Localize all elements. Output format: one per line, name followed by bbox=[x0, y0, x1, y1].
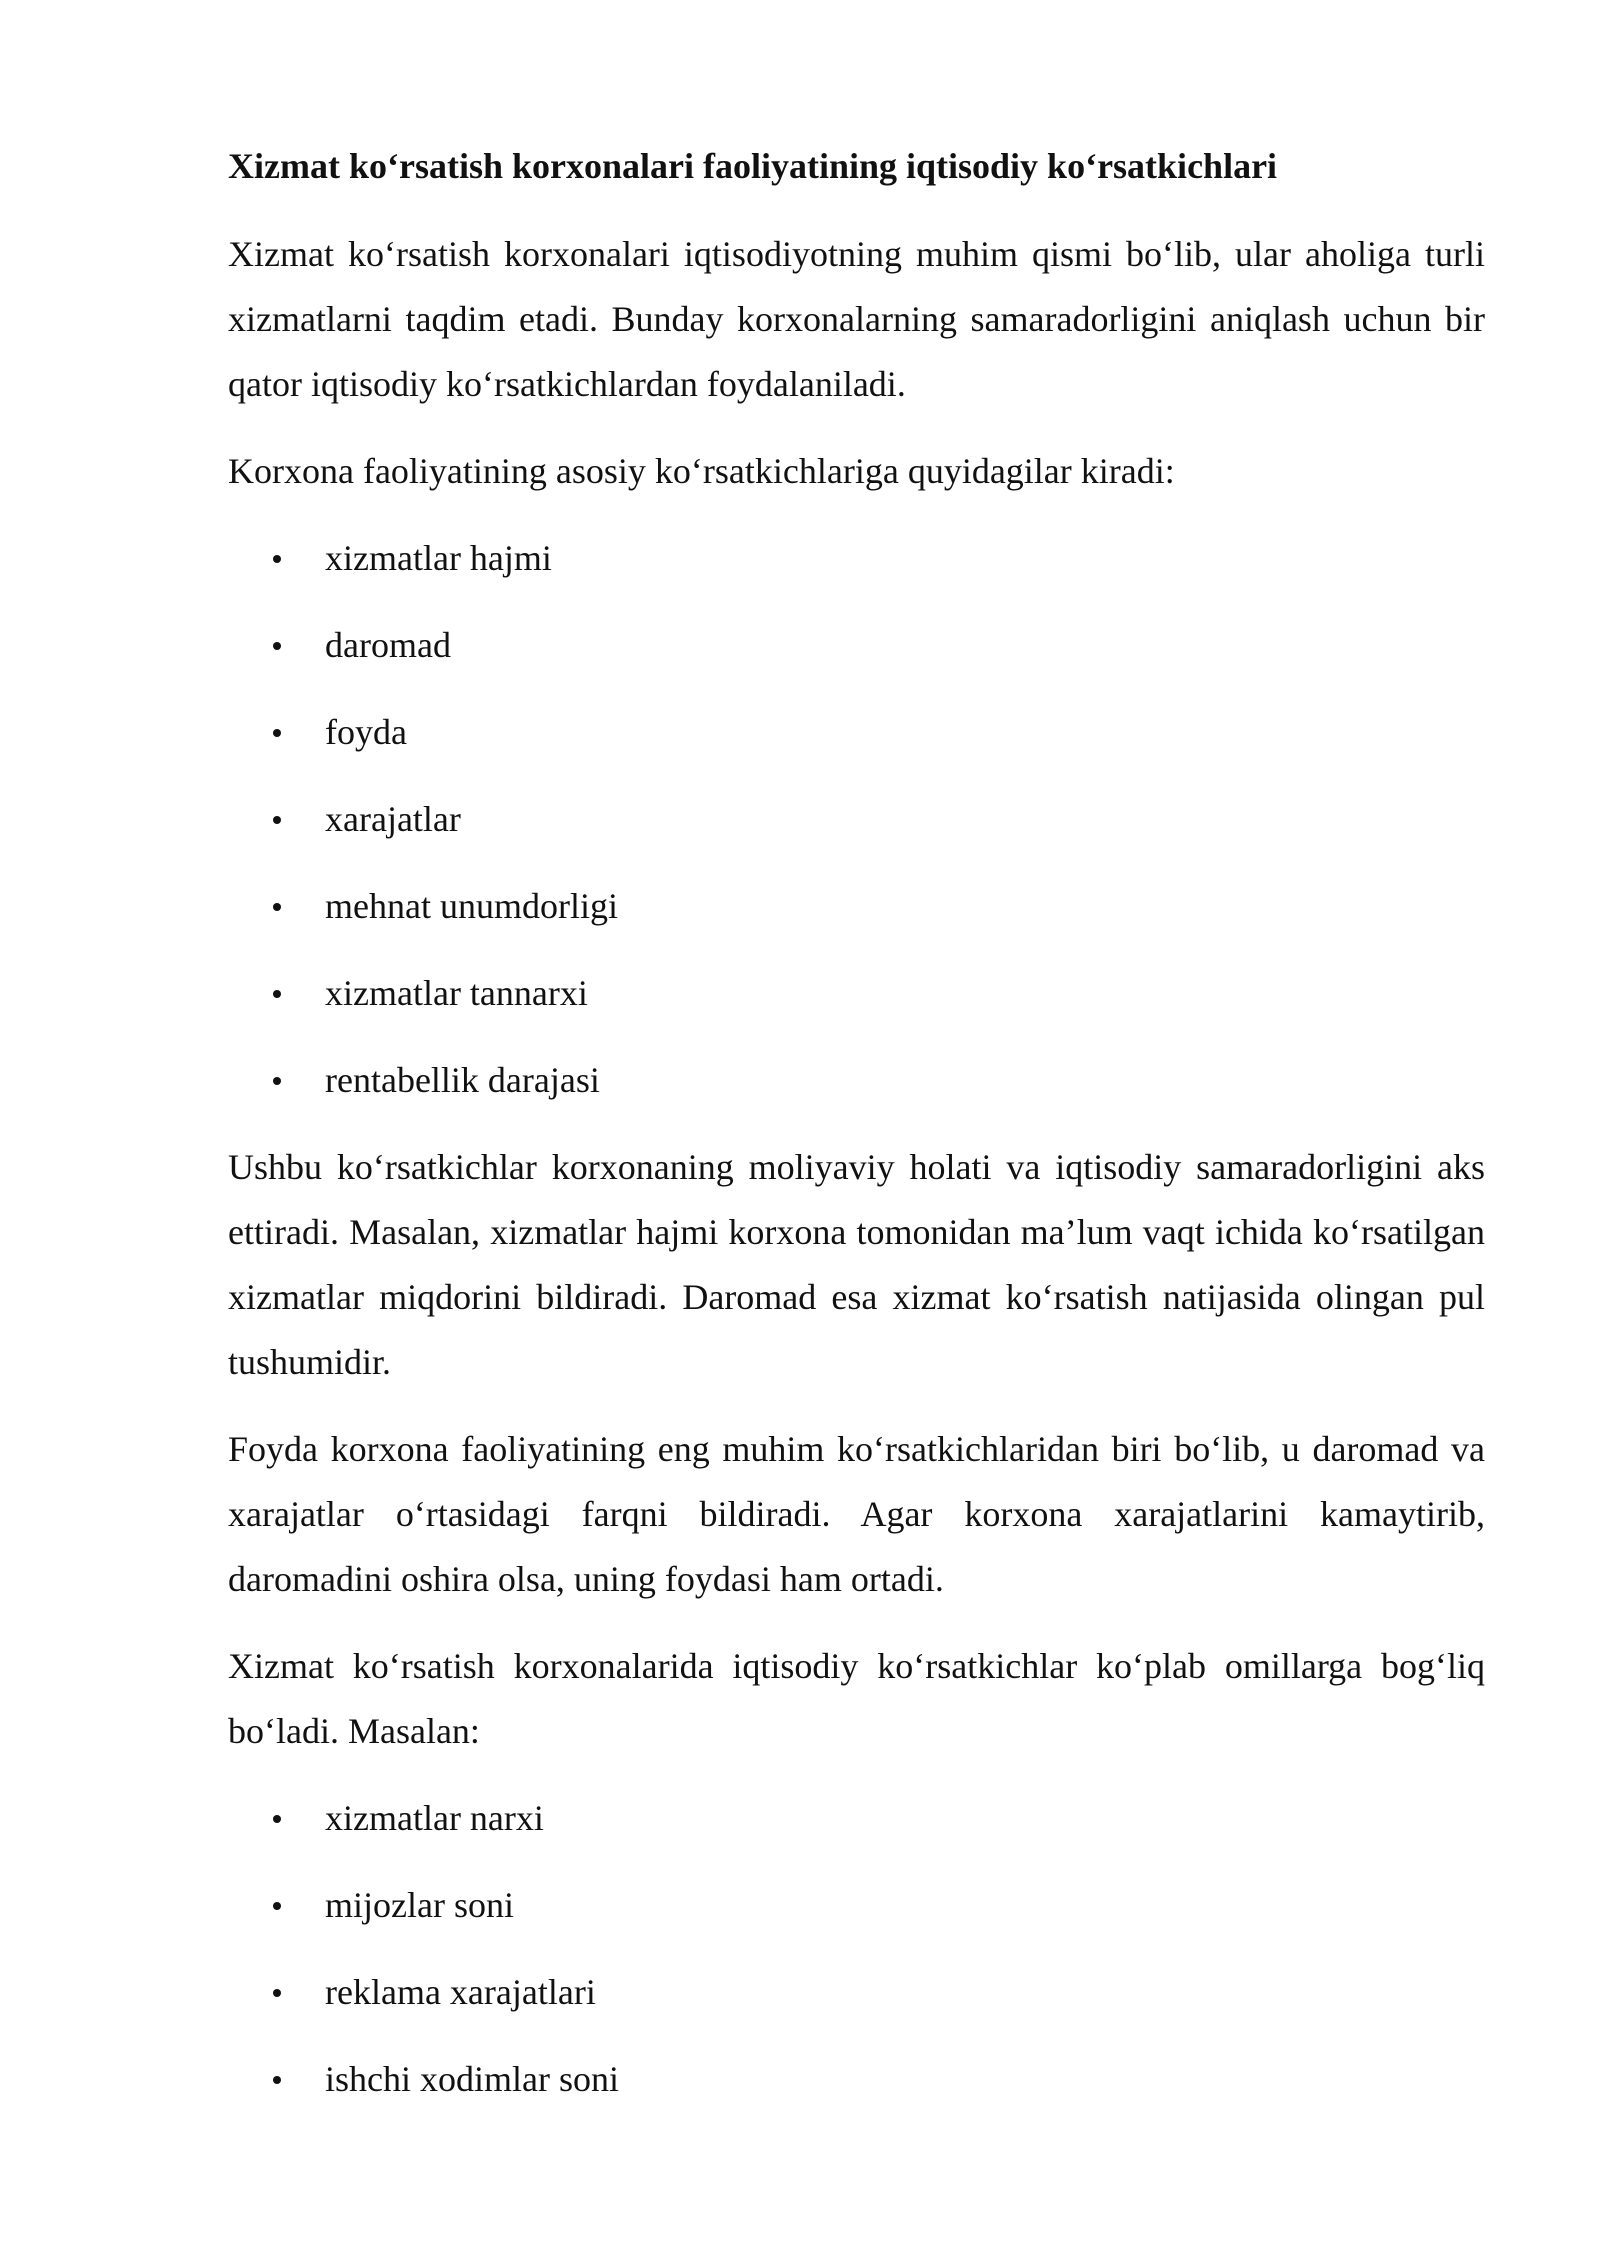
list-item-text: foyda bbox=[325, 712, 407, 752]
bullet-icon bbox=[273, 555, 281, 563]
paragraph-explanation: Ushbu ko‘rsatkichlar korxonaning moliyaviy holati va iqtisodiy samaradorligini aks ettiradi. Masalan, xizmatlar hajmi korxona tomonidan ma’lum vaqt ichida ko‘rsatilgan xizmatlar miqdorini bildiradi. Daromad esa xizmat ko‘rsatish natijasida olingan pul tushumidir. bbox=[228, 1147, 1485, 1382]
list-item bbox=[228, 526, 1485, 591]
list-item bbox=[228, 961, 1485, 1026]
list-item-text: xizmatlar narxi bbox=[325, 1798, 544, 1838]
list-item-text: mehnat unumdorligi bbox=[325, 886, 618, 926]
list-item bbox=[228, 1048, 1485, 1113]
indicators-list bbox=[228, 526, 1485, 1113]
factors-list bbox=[228, 1786, 1485, 2112]
list-item-text: reklama xarajatlari bbox=[325, 1972, 596, 2012]
bullet-icon bbox=[273, 990, 281, 998]
list-item-text: xarajatlar bbox=[325, 799, 461, 839]
list-item bbox=[228, 1960, 1485, 2025]
list-item bbox=[228, 874, 1485, 939]
list-item bbox=[228, 613, 1485, 678]
list-item bbox=[228, 1873, 1485, 1938]
paragraph-factors-lead: Xizmat ko‘rsatish korxonalarida iqtisodiy ko‘rsatkichlar ko‘plab omillarga bog‘liq bo‘ladi. Masalan: bbox=[228, 1646, 1485, 1751]
document-body bbox=[228, 140, 1485, 2134]
paragraph-intro: Xizmat ko‘rsatish korxonalari iqtisodiyotning muhim qismi bo‘lib, ular aholiga turli xizmatlarni taqdim etadi. Bunday korxonalarning samaradorligini aniqlash uchun bir qator iqtisodiy ko‘rsatkichlardan foydalaniladi. bbox=[228, 234, 1485, 404]
bullet-icon bbox=[273, 729, 281, 737]
bullet-icon bbox=[273, 1989, 281, 1997]
bullet-icon bbox=[273, 816, 281, 824]
list-item-text: xizmatlar hajmi bbox=[325, 538, 552, 578]
list-item-text: daromad bbox=[325, 625, 451, 665]
list-item-text: mijozlar soni bbox=[325, 1885, 514, 1925]
list-item bbox=[228, 1786, 1485, 1851]
bullet-icon bbox=[273, 903, 281, 911]
document-title: Xizmat ko‘rsatish korxonalari faoliyatining iqtisodiy ko‘rsatkichlari bbox=[228, 146, 1278, 186]
list-item-text: rentabellik darajasi bbox=[325, 1060, 600, 1100]
paragraph-profit: Foyda korxona faoliyatining eng muhim ko‘rsatkichlaridan biri bo‘lib, u daromad va xarajatlar o‘rtasidagi farqni bildiradi. Agar korxona xarajatlarini kamaytirib, daromadini oshira olsa, uning foydasi ham ortadi. bbox=[228, 1429, 1485, 1599]
list-item bbox=[228, 2047, 1485, 2112]
list-item bbox=[228, 700, 1485, 765]
list-item-text: ishchi xodimlar soni bbox=[325, 2059, 619, 2099]
list-item-text: xizmatlar tannarxi bbox=[325, 973, 588, 1013]
bullet-icon bbox=[273, 2076, 281, 2084]
paragraph-indicators-lead: Korxona faoliyatining asosiy ko‘rsatkichlariga quyidagilar kiradi: bbox=[228, 451, 1175, 491]
bullet-icon bbox=[273, 1902, 281, 1910]
bullet-icon bbox=[273, 1077, 281, 1085]
bullet-icon bbox=[273, 1815, 281, 1823]
bullet-icon bbox=[273, 642, 281, 650]
list-item bbox=[228, 787, 1485, 852]
